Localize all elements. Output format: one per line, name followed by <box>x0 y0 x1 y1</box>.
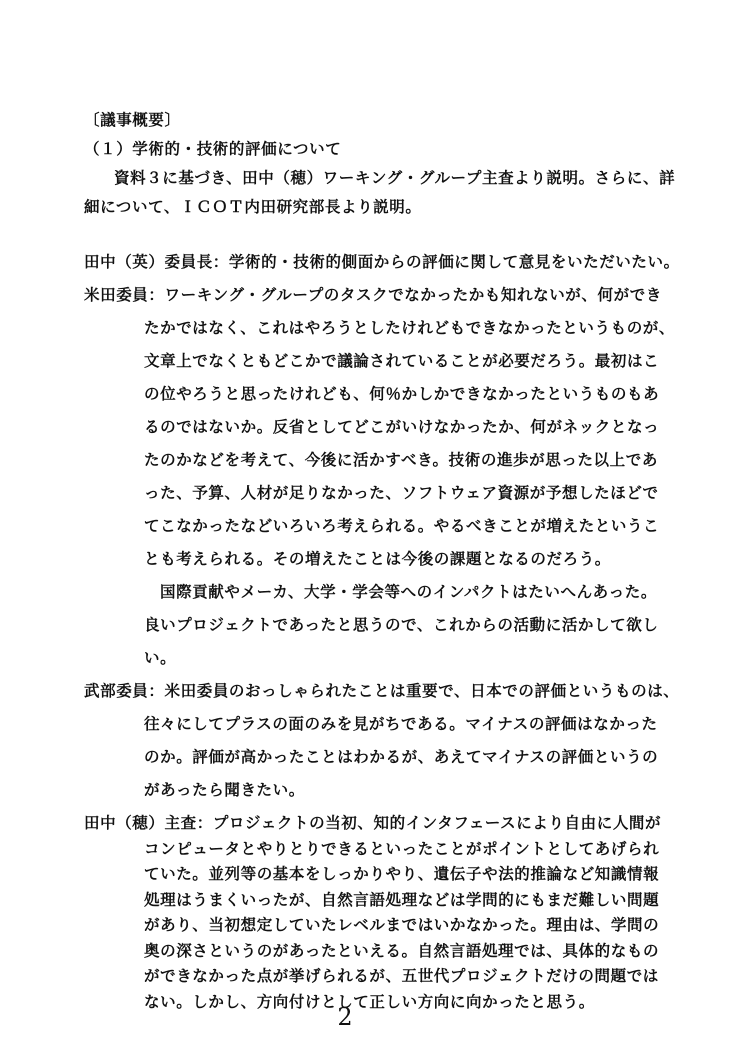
statement-line: のか。評価が高かったことはわかるが、あえてマイナスの評価というの <box>144 748 659 766</box>
statement-line: の位やろうと思ったけれども、何％かしかできなかったというものもあ <box>144 385 660 403</box>
statement-line: 奥の深さというのがあったといえる。自然言語処理では、具体的なもの <box>144 942 660 960</box>
subsection-heading: （１）学術的・技術的評価について <box>84 140 342 158</box>
statement-line: 文章上でなくともどこかで議論されていることが必要だろう。最初はこ <box>144 352 660 370</box>
statement-line: い。 <box>144 649 177 667</box>
speaker-label: 武部委員： <box>84 682 165 700</box>
statement-yoneda <box>84 285 662 305</box>
statement-line: るのではないか。反省としてどこがいけなかったか、何がネックとなっ <box>144 418 660 436</box>
statement-line: 学術的・技術的側面からの評価に関して意見をいただいたい。 <box>228 253 680 271</box>
speaker-label: 田中（英）委員長： <box>84 253 229 271</box>
statement-line: てこなかったなどいろいろ考えられる。やるべきことが増えたというこ <box>144 517 660 535</box>
statement-line: 米田委員のおっしゃられたことは重要で、日本での評価というものは、 <box>164 682 680 700</box>
statement-line: コンピュータとやりとりできるといったことがポイントとしてあげられ <box>144 840 660 858</box>
statement-line: とも考えられる。その増えたことは今後の課題となるのだろう。 <box>144 550 611 568</box>
statement-tanaka-ho <box>84 813 661 833</box>
statement-line: 処理はうまくいったが、自然言語処理などは学問的にもまだ難しい問題 <box>144 891 660 909</box>
statement-line: ができなかった点が挙げられるが、五世代プロジェクトだけの問題では <box>144 967 659 985</box>
page-number: 2 <box>337 1003 353 1031</box>
statement-chairman <box>84 252 680 272</box>
statement-line: ない。しかし、方向付けとして正しい方向に向かったと思う。 <box>144 993 595 1011</box>
speaker-label: 田中（穂）主査： <box>84 814 213 832</box>
speaker-label: 米田委員： <box>84 286 165 304</box>
statement-line: ワーキング・グループのタスクでなかったかも知れないが、何ができ <box>164 286 662 304</box>
statement-line: ていた。並列等の基本をしっかりやり、遺伝子や法的推論など知識情報 <box>144 865 660 883</box>
statement-line: たのかなどを考えて、今後に活かすべき。技術の進歩が思った以上であ <box>144 451 658 469</box>
section-heading: 〔議事概要〕 <box>84 111 181 129</box>
statement-line: 国際貢献やメーカ、大学・学会等へのインパクトはたいへんあった。 <box>160 583 657 601</box>
statement-line: があり、当初想定していたレベルまではいかなかった。理由は、学問の <box>144 916 660 934</box>
statement-takebe <box>84 681 679 701</box>
statement-line: 往々にしてプラスの面のみを見がちである。マイナスの評価はなかった <box>144 715 658 733</box>
statement-line: 良いプロジェクトであったと思うので、これからの活動に活かして欲し <box>144 616 659 634</box>
statement-line: った、予算、人材が足りなかった、ソフトウェア資源が予想したほどで <box>144 484 659 502</box>
statement-line: があったら聞きたい。 <box>144 781 305 799</box>
statement-line: たかではなく、これはやろうとしたけれどもできなかったというものが、 <box>144 319 675 337</box>
intro-line: 資料３に基づき、田中（穂）ワーキング・グループ主査より説明。さらに、詳 <box>114 169 676 187</box>
intro-line: 細について、ＩＣＯＴ内田研究部長より説明。 <box>84 198 422 216</box>
statement-line: プロジェクトの当初、知的インタフェースにより自由に人間が <box>212 814 662 832</box>
